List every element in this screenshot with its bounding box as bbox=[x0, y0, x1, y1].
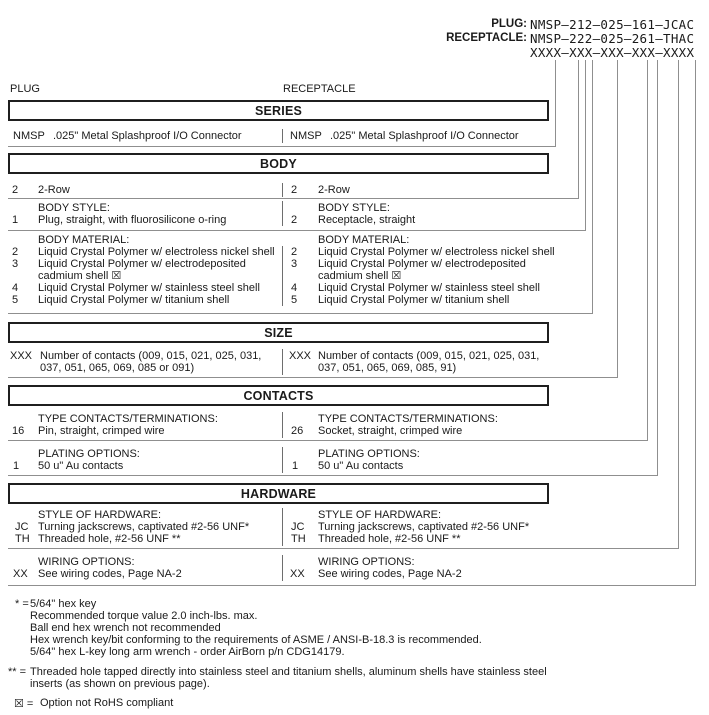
contacts-section-title: CONTACTS bbox=[243, 388, 314, 403]
contacts-type-left-desc: Pin, straight, crimped wire bbox=[38, 425, 165, 437]
plug-pn-code: NMSP–212–025–161–JCAC bbox=[530, 17, 695, 32]
wiring-left-desc: See wiring codes, Page NA-2 bbox=[38, 568, 182, 580]
hardware-section-header bbox=[8, 483, 549, 504]
contacts-type-left-heading: TYPE CONTACTS/TERMINATIONS: bbox=[38, 413, 218, 425]
size-right-desc: Number of contacts (009, 015, 021, 025, 031, 037, 051, 065, 069, 085, 91) bbox=[318, 350, 540, 374]
body-style-right-desc: Receptacle, straight bbox=[318, 214, 416, 226]
size-right-code: XXX bbox=[289, 350, 312, 362]
contacts-type-right-desc: Socket, straight, crimped wire bbox=[318, 425, 463, 437]
body-material-left-codes: 2 3 4 5 bbox=[12, 246, 19, 306]
body-style-left-heading: BODY STYLE: bbox=[38, 202, 110, 214]
footnote-threaded-lines: Threaded hole tapped directly into stainless steel and titanium shells, aluminum shells have stainless steel inserts (as shown on previous page). bbox=[30, 666, 547, 690]
plug-pn-label: PLUG: bbox=[491, 18, 527, 30]
series-right-code: NMSP bbox=[290, 130, 322, 142]
series-left-code: NMSP bbox=[13, 130, 45, 142]
series-column-divider bbox=[282, 129, 283, 143]
contacts-type-right-code: 26 bbox=[291, 425, 304, 437]
hw-style-left-codes: JC TH bbox=[15, 521, 30, 545]
size-left-code: XXX bbox=[10, 350, 33, 362]
body-material-right-descs: BODY MATERIAL: Liquid Crystal Polymer w/ electroless nickel shell Liquid Crystal Polymer w/ electrodeposited cadmium shell ☒ Liquid Crystal Polymer w/ stainless steel shell Liquid Crystal Polymer w/ titanium shell bbox=[318, 234, 555, 306]
footnote-hexkey-lines: 5/64" hex key Recommended torque value 2.0 inch-lbs. max. Ball end hex wrench not recommended Hex wrench key/bit conforming to the requirements of ASME / ANSI-B-18.3 is recommended. 5/64" hex L-key long arm wrench - order AirBorn p/n CDG14179. bbox=[30, 598, 482, 658]
size-column-divider bbox=[282, 349, 283, 375]
hw-style-right-descs: STYLE OF HARDWARE: Turning jackscrews, captivated #2-56 UNF* Threaded hole, #2-56 UNF ** bbox=[318, 509, 530, 545]
body-rows-right-desc: 2-Row bbox=[318, 184, 350, 196]
plating-left-code: 1 bbox=[13, 460, 20, 472]
body-style-right-code: 2 bbox=[291, 214, 298, 226]
body-material-column-divider bbox=[282, 246, 283, 306]
receptacle-pn-label: RECEPTACLE: bbox=[446, 32, 527, 44]
body-style-right-heading: BODY STYLE: bbox=[318, 202, 390, 214]
size-section-title: SIZE bbox=[264, 325, 293, 340]
series-right-desc: .025" Metal Splashproof I/O Connector bbox=[330, 130, 519, 142]
plating-left-desc: 50 u" Au contacts bbox=[38, 460, 124, 472]
wiring-column-divider bbox=[282, 555, 283, 581]
plating-left-heading: PLATING OPTIONS: bbox=[38, 448, 140, 460]
body-rows-left-code: 2 bbox=[12, 184, 19, 196]
series-section-header bbox=[8, 100, 549, 121]
receptacle-column-label: RECEPTACLE bbox=[283, 83, 356, 95]
contacts-type-left-code: 16 bbox=[12, 425, 25, 437]
series-section-title: SERIES bbox=[254, 103, 303, 118]
wiring-right-heading: WIRING OPTIONS: bbox=[318, 556, 415, 568]
body-material-right-codes: 2 3 4 5 bbox=[291, 246, 298, 306]
footnote-rohs-marker: ☒ = bbox=[14, 698, 34, 710]
wiring-left-code: XX bbox=[13, 568, 28, 580]
footnote-hexkey-marker: * = bbox=[15, 598, 29, 610]
size-section-header bbox=[8, 322, 549, 343]
body-section-header bbox=[8, 153, 549, 174]
plating-column-divider bbox=[282, 447, 283, 473]
size-left-desc: Number of contacts (009, 015, 021, 025, 031, 037, 051, 065, 069, 085 or 091) bbox=[40, 350, 262, 374]
hw-style-right-codes: JC TH bbox=[291, 521, 306, 545]
body-rows-right-code: 2 bbox=[291, 184, 298, 196]
series-left-desc: .025" Metal Splashproof I/O Connector bbox=[53, 130, 242, 142]
receptacle-pn-code: NMSP–222–025–261–THAC bbox=[530, 31, 695, 46]
footnote-rohs-text: Option not RoHS compliant bbox=[40, 697, 174, 709]
wiring-right-code: XX bbox=[290, 568, 305, 580]
contacts-type-right-heading: TYPE CONTACTS/TERMINATIONS: bbox=[318, 413, 498, 425]
body-section-title: BODY bbox=[260, 156, 297, 171]
footnote-threaded-marker: ** = bbox=[8, 666, 27, 678]
plating-right-heading: PLATING OPTIONS: bbox=[318, 448, 420, 460]
plating-right-desc: 50 u" Au contacts bbox=[318, 460, 404, 472]
mask-pn-code: XXXX–XXX–XXX–XXX–XXXX bbox=[530, 45, 695, 60]
contacts-type-column-divider bbox=[282, 412, 283, 438]
wiring-left-heading: WIRING OPTIONS: bbox=[38, 556, 135, 568]
body-style-left-code: 1 bbox=[12, 214, 19, 226]
contacts-section-header bbox=[8, 385, 549, 406]
hw-style-left-descs: STYLE OF HARDWARE: Turning jackscrews, captivated #2-56 UNF* Threaded hole, #2-56 UNF ** bbox=[38, 509, 250, 545]
plug-column-label: PLUG bbox=[10, 83, 40, 95]
wiring-right-desc: See wiring codes, Page NA-2 bbox=[318, 568, 462, 580]
body-material-left-descs: BODY MATERIAL: Liquid Crystal Polymer w/ electroless nickel shell Liquid Crystal Polymer w/ electrodeposited cadmium shell ☒ Liquid Crystal Polymer w/ stainless steel shell Liquid Crystal Polymer w/ titanium shell bbox=[38, 234, 275, 306]
plating-right-code: 1 bbox=[292, 460, 299, 472]
hardware-section-title: HARDWARE bbox=[240, 486, 317, 501]
body-rows-left-desc: 2-Row bbox=[38, 184, 70, 196]
body-rows-column-divider bbox=[282, 183, 283, 197]
hw-style-column-divider bbox=[282, 508, 283, 546]
body-style-column-divider bbox=[282, 201, 283, 226]
body-style-left-desc: Plug, straight, with fluorosilicone o-ring bbox=[38, 214, 227, 226]
